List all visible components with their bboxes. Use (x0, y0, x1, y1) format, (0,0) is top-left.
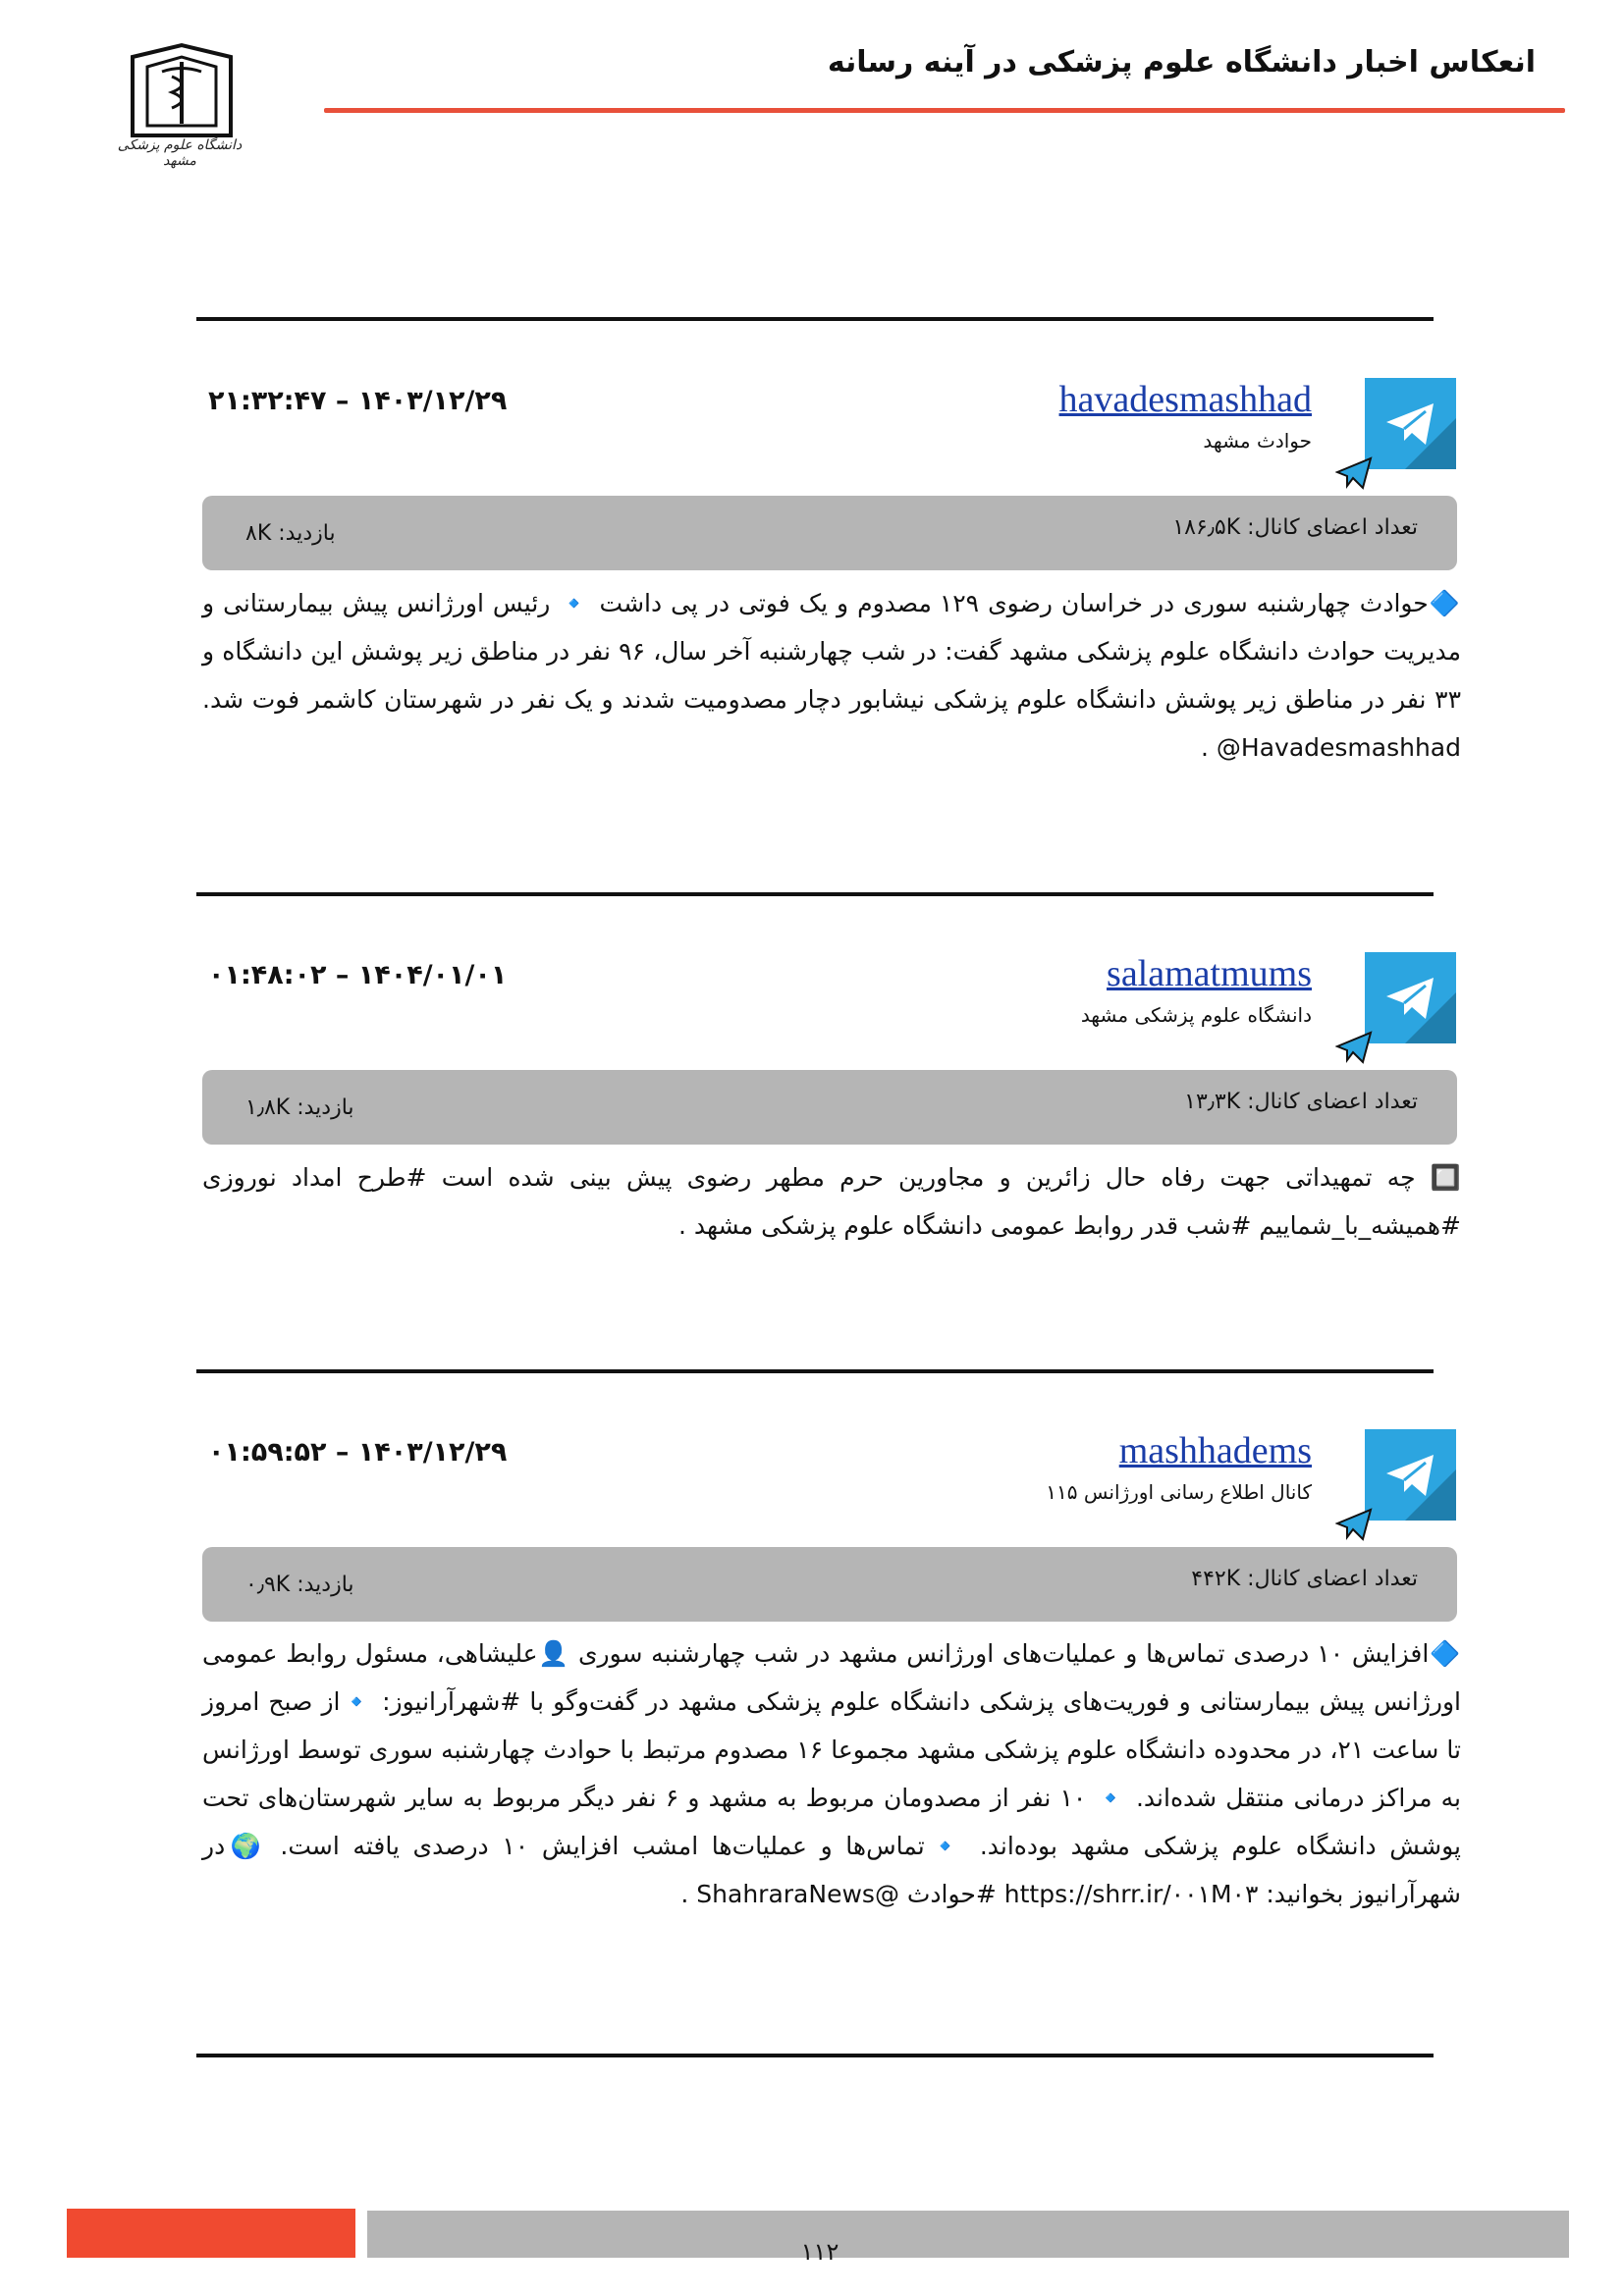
header-rule (324, 108, 1565, 113)
telegram-send-icon (1335, 454, 1373, 492)
channel-handle-link[interactable]: mashhadems (1118, 1430, 1312, 1471)
logo-caption: دانشگاه علوم پزشکی مشهد (117, 137, 243, 169)
telegram-icon (1365, 378, 1456, 469)
post-views-count: بازدید: ۱٫۸K (245, 1095, 354, 1120)
divider (196, 892, 1434, 896)
telegram-icon (1365, 952, 1456, 1043)
divider (196, 2054, 1434, 2057)
channel-handle-link[interactable]: havadesmashhad (1058, 379, 1312, 420)
channel-members-count: تعداد اعضای کانال: ۴۴۲K (1191, 1567, 1418, 1591)
channel-members-count: تعداد اعضای کانال: ۱۸۶٫۵K (1172, 515, 1418, 540)
divider (196, 317, 1434, 321)
post-datetime: ۰۱:۵۹:۵۲ – ۱۴۰۳/۱۲/۲۹ (208, 1437, 508, 1468)
post-datetime: ۲۱:۳۲:۴۷ – ۱۴۰۳/۱۲/۲۹ (208, 386, 508, 416)
channel-members-count: تعداد اعضای کانال: ۱۳٫۳K (1184, 1090, 1418, 1114)
channel-name: دانشگاه علوم پزشکی مشهد (1080, 1003, 1312, 1027)
post-body: 🔷افزایش ۱۰ درصدی تماس‌ها و عملیات‌های اورژانس مشهد در شب چهارشنبه سوری 👤علیشاهی، مسئول روابط عمومی اورژانس پیش بیمارستانی و فوریت‌های پزشکی دانشگاه علوم پزشکی مشهد در گفت‌وگو با #شهرآرانیوز: 🔹از صبح امروز تا ساعت ۲۱، در محدوده دانشگاه علوم پزشکی مشهد مجموعا ۱۶ مصدوم مرتبط با حوادث چهارشنبه سوری توسط اورژانس به مراکز درمانی منتقل شده‌اند. 🔹 ۱۰ نفر از مصدومان مربوط به مشهد و ۶ نفر دیگر مربوط به سایر شهرستان‌های تحت پوشش دانشگاه علوم پزشکی مشهد بوده‌اند. 🔹تماس‌ها و عملیات‌ها امشب افزایش ۱۰ درصدی یافته است. 🌍در شهرآرانیوز بخوانید: https://shrr.ir/۰۰۱M۰۳ #حوادث @ShahraraNews . (202, 1639, 1462, 1908)
page-number: ۱۱۲ (800, 2238, 839, 2266)
channel-stats-bar (202, 1547, 1457, 1622)
channel-stats-bar (202, 1070, 1457, 1145)
post-views-count: بازدید: ۸K (245, 521, 336, 546)
channel-name: حوادث مشهد (1203, 429, 1312, 453)
divider (196, 1369, 1434, 1373)
channel-name: کانال اطلاع رسانی اورژانس ۱۱۵ (1046, 1480, 1312, 1504)
channel-handle-link[interactable]: salamatmums (1107, 953, 1312, 994)
telegram-send-icon (1335, 1506, 1373, 1543)
telegram-send-icon (1335, 1029, 1373, 1066)
post-datetime: ۰۱:۴۸:۰۲ – ۱۴۰۴/۰۱/۰۱ (208, 960, 508, 990)
post-body: 🔷حوادث چهارشنبه سوری در خراسان رضوی ۱۲۹ مصدوم و یک فوتی در پی داشت 🔹 رئیس اورژانس پیش بیمارستانی و مدیریت حوادث دانشگاه علوم پزشکی مشهد گفت: در شب چهارشنبه آخر سال، ۹۶ نفر در مناطق زیر پوشش این دانشگاه و ۳۳ نفر در مناطق زیر پوشش دانشگاه علوم پزشکی نیشابور دچار مصدومیت شدند و یک نفر در شهرستان کاشمر فوت شد. Havadesmashhad@ . (202, 589, 1461, 762)
post-body: 🔲 چه تمهیداتی جهت رفاه حال زائرین و مجاورین حرم مطهر رضوی پیش بینی شده است #طرح امداد نوروزی #همیشه_با_شماییم #شب قدر روابط عمومی دانشگاه علوم پزشکی مشهد . (202, 1163, 1461, 1240)
telegram-icon (1365, 1429, 1456, 1521)
channel-stats-bar (202, 496, 1457, 570)
post-views-count: بازدید: ۰٫۹K (245, 1573, 354, 1597)
footer-bar (367, 2211, 1569, 2258)
footer-accent-bar (67, 2209, 355, 2258)
page-title: انعکاس اخبار دانشگاه علوم پزشکی در آینه رسانه (827, 45, 1536, 80)
